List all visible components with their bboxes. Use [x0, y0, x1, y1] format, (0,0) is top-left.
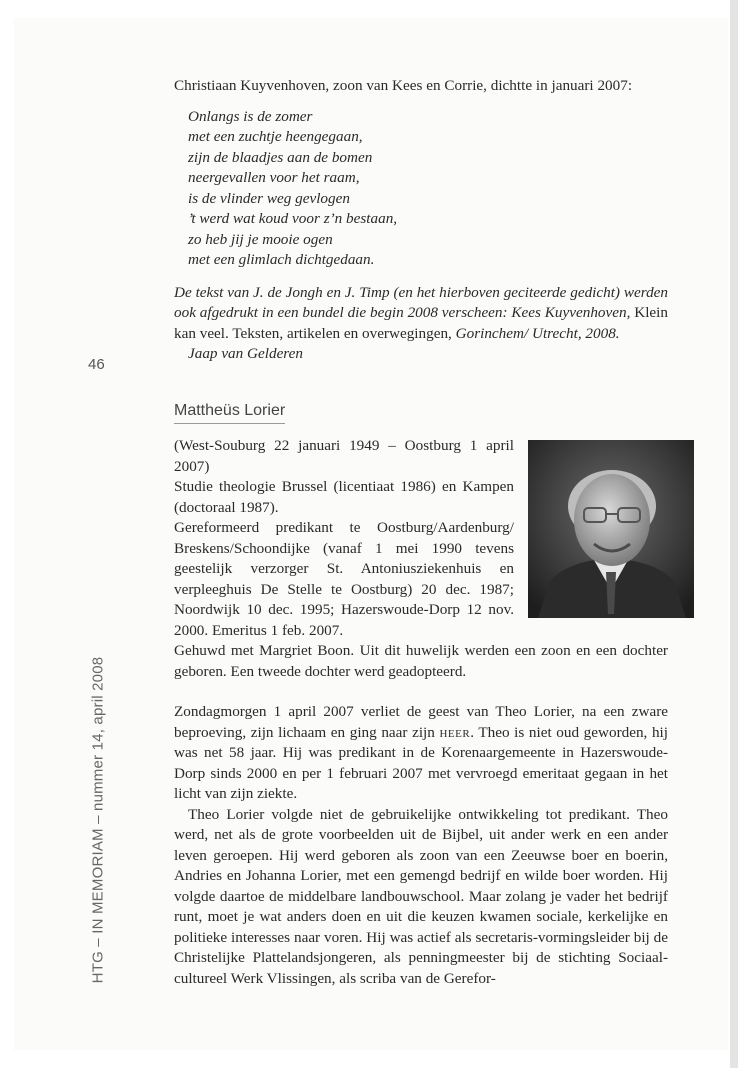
body-paragraph-2: Theo Lorier volgde niet de gebruikelijke ontwikkeling tot predikant. Theo werd, net als de grote voorbeelden uit de Bijbel, uit ander werk en een ander leven geroepen. Hij werd geboren als zoon van een Zeeuwse boer en boerin, Andries en Johanna Lorier, met een gemengd bedrijf en wilde boer worden. Hij volgde daartoe de middelbare landbouwschool. Maar zolang je vader het bedrijf runt, moet je wat anders doen en uit die keuzen kwamen sociale, kerkelijke en politieke interesses naar voren. Hij was actief als secretaris-vormingsleider bij de Christelijke Plattelandsjongeren, als penningmeester bij de stichting Sociaal-cultureel Werk Vlissingen, als scriba van de Gerefor- [174, 805, 668, 987]
bio-dates: (West-Souburg 22 januari 1949 – Oostburg 1 april 2007) [174, 437, 514, 475]
source-note-italic-1: De tekst van J. de Jongh en J. Timp (en het hierboven geciteerde gedicht) werden ook afgedrukt in een bundel die begin 2008 verscheen: Kees Kuyvenhoven, [174, 283, 668, 321]
portrait-illustration [528, 440, 694, 618]
body-p1-a: Zondagmorgen 1 april 2007 verliet de geest van Theo Lorier, na een zware beproeving, zijn lichaam en ging naar zijn [174, 703, 668, 741]
source-note-italic-2: Gorinchem/ Utrecht, 2008. [455, 324, 620, 342]
poem [188, 107, 668, 271]
poem-line: neergevallen voor het raam, [188, 169, 360, 186]
poem-line: met een glimlach dichtgedaan. [188, 251, 375, 268]
body-paragraph-1 [174, 702, 668, 805]
source-note-title: Klein kan veel. Teksten, artikelen en overwegingen, [174, 304, 668, 342]
page-number: 46 [88, 356, 105, 373]
biography-text [174, 436, 514, 641]
poem-line: met een zuchtje heengegaan, [188, 128, 363, 145]
poem-line: is de vlinder weg gevlogen [188, 189, 350, 207]
poem-line: ’t werd wat koud voor z’n bestaan, [188, 210, 398, 227]
bio-career: Gereformeerd predikant te Oostburg/Aardenburg/ Breskens/Schoondijke (vanaf 1 mei 1990 tevens geestelijk verzorger St. Antoniusziekenhuis en verpleeghuis De Stelle te Oostburg) 20 dec. 1987; Noordwijk 10 dec. 1995; Hazerswoude-Dorp 12 nov. 2000. Emeritus 1 feb. 2007. [174, 519, 514, 639]
body-p1-smallcaps: heer [439, 723, 471, 741]
portrait-photo [528, 440, 694, 618]
poem-line: Onlangs is de zomer [188, 107, 313, 125]
author-signature: Jaap van Gelderen [188, 345, 303, 362]
running-title: HTG – IN MEMORIAM – nummer 14, april 2008 [89, 656, 107, 984]
bio-study: Studie theologie Brussel (licentiaat 1986) en Kampen (doctoraal 1987). [174, 478, 514, 516]
poem-line: zijn de blaadjes aan de bomen [188, 148, 373, 166]
bio-family: Gehuwd met Margriet Boon. Uit dit huwelijk werden een zoon en een dochter geboren. Een tweede dochter werd geadopteerd. [174, 642, 668, 680]
section-heading: Mattheüs Lorier [174, 401, 285, 425]
poem-line: zo heb jij je mooie ogen [188, 230, 333, 248]
body-p1-b: . Theo is niet oud geworden, hij was net 58 jaar. Hij was predikant in de Korenaargemeente in Hazerswoude-Dorp sinds 2000 en per 1 februari 2007 met vervroegd emeritaat gegaan in het licht van zijn ziekte. [174, 723, 668, 802]
page-edge-shadow [730, 0, 738, 1068]
source-note [174, 283, 668, 345]
intro-paragraph: Christiaan Kuyvenhoven, zoon van Kees en Corrie, dichtte in januari 2007: [174, 77, 633, 94]
